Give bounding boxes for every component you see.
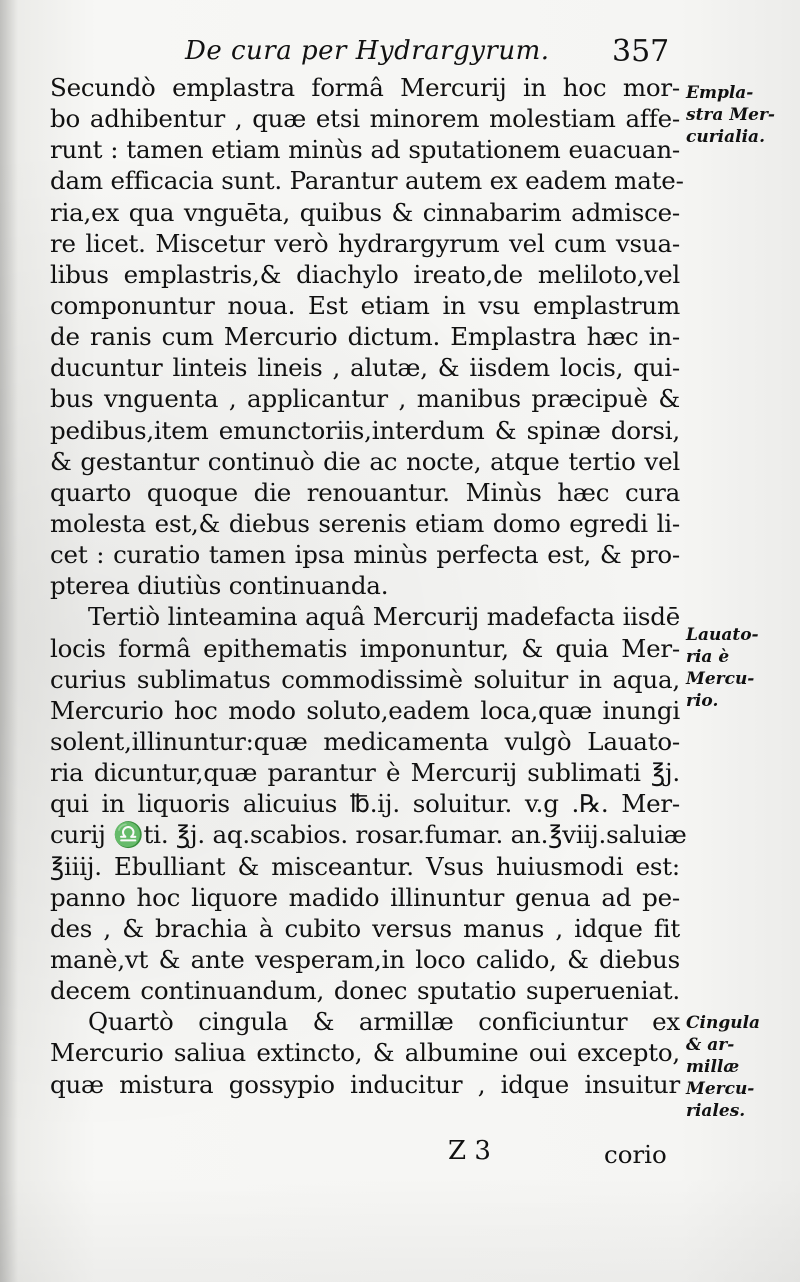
marginal-line: & ar- bbox=[686, 1035, 735, 1055]
text-line: Tertiò linteamina aquâ Mercurij madefacta iisdē bbox=[88, 602, 680, 632]
text-line: componuntur noua. Est etiam in vsu emplastrum bbox=[50, 290, 680, 320]
text-line: curius sublimatus commodissimè soluitur in aqua, bbox=[50, 664, 680, 694]
text-line: de ranis cum Mercurio dictum. Emplastra hæc in- bbox=[50, 322, 680, 352]
text-line: Quartò cingula & armillæ conficiuntur ex bbox=[88, 1007, 680, 1037]
text-line: quæ mistura gossypio inducitur , idque insuitur bbox=[50, 1069, 680, 1099]
marginal-note-emplastra bbox=[686, 82, 796, 148]
text-line: libus emplastris,& diachylo ireato,de meliloto,vel bbox=[50, 259, 680, 289]
text-line: qui in liquoris alicuius ℔.ij. soluitur. v.g .℞. Mer- bbox=[50, 789, 680, 819]
marginal-line: curialia. bbox=[686, 127, 765, 147]
text-line: solent,illinuntur:quæ medicamenta vulgò Lauato- bbox=[50, 726, 680, 756]
text-line: manè,vt & ante vesperam,in loco calido, & diebus bbox=[50, 944, 680, 974]
marginal-line: stra Mer- bbox=[686, 105, 775, 125]
marginal-note-lauatoria bbox=[686, 624, 796, 712]
marginal-line: Lauato- bbox=[686, 625, 759, 645]
text-line: & gestantur continuò die ac nocte, atque tertio vel bbox=[50, 446, 680, 476]
marginal-line: Empla- bbox=[686, 83, 754, 103]
text-line: quarto quoque die renouantur. Minùs hæc cura bbox=[50, 477, 680, 507]
text-line: re licet. Miscetur verò hydrargyrum vel cum vsua- bbox=[50, 228, 680, 258]
text-line: dam efficacia sunt. Parantur autem ex eadem mate- bbox=[50, 166, 684, 196]
text-line: ℥iiij. Ebulliant & misceantur. Vsus huiusmodi est: bbox=[50, 851, 680, 881]
text-line: Secundò emplastra formâ Mercurij in hoc mor- bbox=[50, 73, 680, 102]
page-bottom-margin bbox=[0, 1175, 800, 1282]
text-line: bo adhibentur , quæ etsi minorem molestiam affe- bbox=[50, 104, 680, 134]
page-number: 357 bbox=[612, 34, 670, 69]
running-title: De cura per Hydrargyrum. bbox=[185, 36, 550, 66]
marginal-line: rio. bbox=[686, 691, 719, 711]
catchword: corio bbox=[604, 1140, 667, 1169]
signature-mark: Z 3 bbox=[448, 1136, 491, 1166]
body-text bbox=[50, 72, 687, 1100]
text-line: des , & brachia à cubito versus manus , idque fit bbox=[50, 913, 680, 943]
marginal-note-cingula bbox=[686, 1012, 796, 1122]
text-line: ria,ex qua vnguēta, quibus & cinnabarim admisce- bbox=[50, 197, 680, 227]
gutter-shadow bbox=[0, 0, 18, 1282]
text-line: locis formâ epithematis imponuntur, & quia Mer- bbox=[50, 633, 680, 663]
text-line: Mercurio hoc modo soluto,eadem loca,quæ inungi bbox=[50, 695, 680, 725]
text-line: runt : tamen etiam minùs ad sputationem euacuan- bbox=[50, 135, 680, 165]
text-line: pterea diutiùs continuanda. bbox=[50, 571, 389, 601]
text-line: pedibus,item emunctoriis,interdum & spinæ dorsi, bbox=[50, 415, 680, 445]
text-line: ria dicuntur,quæ parantur è Mercurij sublimati ℥j. bbox=[50, 758, 680, 788]
text-line: Mercurio saliua extincto, & albumine oui excepto, bbox=[50, 1038, 680, 1068]
marginal-line: ria è bbox=[686, 647, 730, 667]
text-line: bus vnguenta , applicantur , manibus præcipuè & bbox=[50, 384, 680, 414]
marginal-line: Mercu- bbox=[686, 1079, 755, 1099]
marginal-line: Mercu- bbox=[686, 669, 755, 689]
text-line: panno hoc liquore madido illinuntur genua ad pe- bbox=[50, 882, 680, 912]
marginal-line: Cingula bbox=[686, 1013, 761, 1033]
marginal-line: riales. bbox=[686, 1101, 746, 1121]
marginal-line: millæ bbox=[686, 1057, 740, 1077]
text-line: ducuntur linteis lineis , alutæ, & iisdem locis, qui- bbox=[50, 353, 680, 383]
text-line: decem continuandum, donec sputatio superueniat. bbox=[50, 976, 680, 1006]
text-line: cet : curatio tamen ipsa minùs perfecta est, & pro- bbox=[50, 540, 680, 570]
text-line: curij ♎ti. ℥j. aq.scabios. rosar.fumar. an.℥viij.saluiæ bbox=[50, 820, 687, 850]
text-line: molesta est,& diebus serenis etiam domo egredi li- bbox=[50, 508, 680, 538]
